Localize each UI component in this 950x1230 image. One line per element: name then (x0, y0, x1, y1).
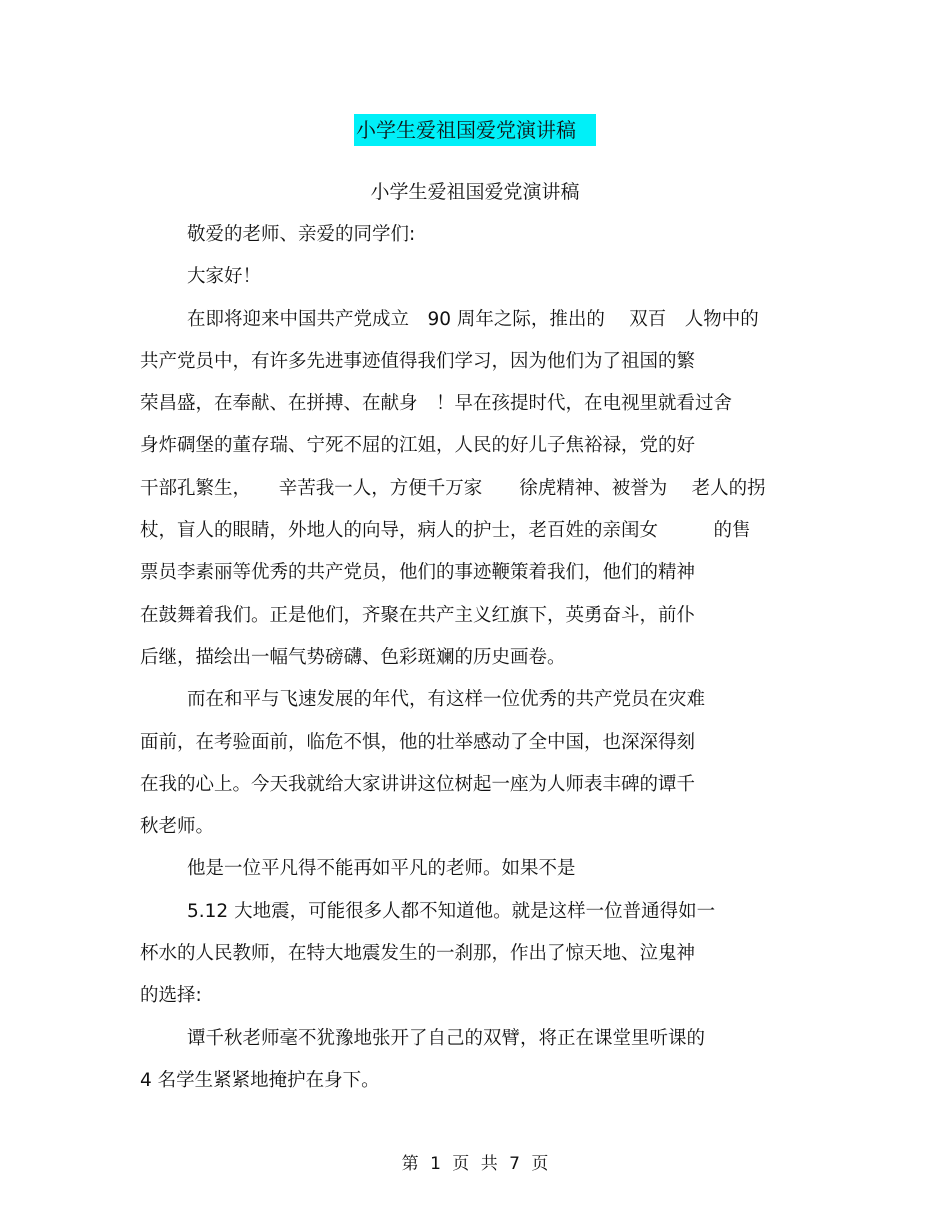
body-line: 后继，描绘出一幅气势磅礴、色彩斑斓的历史画卷。 (140, 646, 566, 668)
document-subtitle: 小学生爱祖国爱党演讲稿 (370, 181, 580, 203)
title-container (0, 114, 950, 146)
body-line: 身炸碉堡的董存瑞、宁死不屈的江姐，人民的好儿子焦裕禄，党的好 (140, 435, 696, 457)
body-line: 面前，在考验面前，临危不惧，他的壮举感动了全中国，也深深得刻 (140, 731, 696, 753)
body-line: 4 名学生紧紧地掩护在身下。 (140, 1069, 380, 1091)
body-line: 在鼓舞着我们。正是他们，齐聚在共产主义红旗下，英勇奋斗，前仆 (140, 604, 696, 626)
body-line: 敬爱的老师、亲爱的同学们: (187, 224, 416, 245)
body-line: 票员李素丽等优秀的共产党员，他们的事迹鞭策着我们，他们的精神 (140, 562, 696, 584)
body-line: 共产党员中，有许多先进事迹值得我们学习，因为他们为了祖国的繁 (140, 350, 696, 372)
body-line: 谭千秋老师毫不犹豫地张开了自己的双臂，将正在课堂里听课的 (187, 1027, 706, 1049)
body-line: 干部孔繁生， 辛苦我一人，方便千万家 徐虎精神、被誉为 老人的拐 (140, 477, 766, 499)
body-line: 的选择: (140, 985, 202, 1007)
body-line: 杖，盲人的眼睛，外地人的向导，病人的护士，老百姓的亲闺女 的售 (140, 520, 751, 542)
body-line: 大家好！ (187, 266, 262, 288)
document-title: 小学生爱祖国爱党演讲稿 (354, 114, 596, 146)
body-line: 他是一位平凡得不能再如平凡的老师。如果不是 (187, 858, 576, 880)
body-line: 而在和平与飞速发展的年代，有这样一位优秀的共产党员在灾难 (187, 689, 706, 711)
body-line: 在我的心上。今天我就给大家讲讲这位树起一座为人师表丰碑的谭千 (140, 773, 696, 795)
body-line: 5.12 大地震，可能很多人都不知道他。就是这样一位普通得如一 (187, 900, 716, 922)
body-line: 秋老师。 (140, 816, 215, 838)
body-line: 杯水的人民教师，在特大地震发生的一刹那，作出了惊天地、泣鬼神 (140, 943, 696, 965)
document-body (140, 218, 820, 1106)
page-footer: 第 1 页 共 7 页 (401, 1154, 549, 1174)
body-line: 在即将迎来中国共产党成立 90 周年之际，推出的 双百 人物中的 (187, 308, 759, 330)
body-line: 荣昌盛，在奉献、在拼搏、在献身 ！早在孩提时代，在电视里就看过舍 (140, 393, 733, 415)
